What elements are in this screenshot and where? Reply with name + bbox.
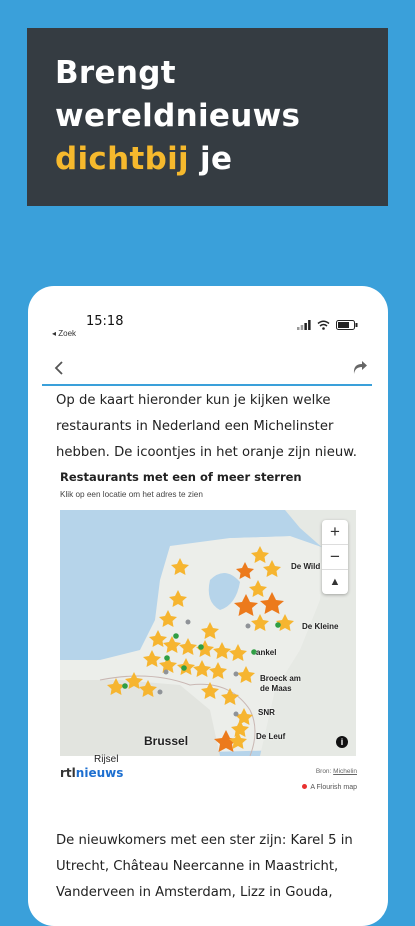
battery-icon (336, 320, 358, 330)
green-marker (122, 683, 128, 689)
compass-button[interactable]: ▲ (329, 576, 341, 588)
green-marker (164, 655, 170, 661)
map-label-kleine: De Kleine (302, 622, 339, 631)
green-marker (198, 644, 204, 650)
grey-marker (158, 690, 163, 695)
grey-marker (246, 624, 251, 629)
green-marker (181, 665, 187, 671)
map-graphic (60, 510, 356, 756)
map-label-leuf: De Leuf (256, 732, 286, 741)
promo-highlight: dichtbij (55, 141, 189, 177)
map-embed (56, 466, 361, 811)
chevron-left-icon[interactable] (52, 360, 66, 376)
map-label-rijsel: Rijsel (94, 754, 119, 765)
logo-rtl: rtl (60, 766, 76, 780)
flourish-dot-icon (302, 784, 307, 789)
zoom-in-button[interactable]: + (322, 520, 348, 545)
promo-line-2: wereldnieuws (55, 98, 301, 134)
grey-marker (186, 620, 191, 625)
promo-banner (27, 28, 388, 206)
back-to-app-link[interactable]: ◂ Zoek (52, 329, 77, 338)
zoom-controls (322, 520, 348, 594)
flourish-credit[interactable] (302, 784, 357, 791)
map-subtitle: Klik op een locatie om het adres te zien (60, 490, 203, 499)
status-icons (297, 320, 358, 330)
promo-line-3-rest: je (188, 141, 233, 177)
map-label-maas: de Maas (260, 684, 292, 693)
green-marker (173, 633, 179, 639)
map-label-wild: De Wild (291, 562, 321, 571)
map-title: Restaurants met een of meer sterren (60, 470, 302, 484)
promo-line-3 (55, 138, 388, 181)
map-label-snr: SNR (258, 708, 275, 717)
grey-marker (234, 712, 239, 717)
promo-line-1: Brengt (55, 55, 176, 91)
rtl-nieuws-logo (60, 766, 123, 780)
grey-marker (164, 670, 169, 675)
share-icon[interactable] (352, 360, 368, 376)
water-wadden (175, 518, 290, 538)
article-intro: Op de kaart hieronder kun je kijken welke restaurants in Nederland een Michelinster hebben. De icoontjes in het oranje zijn nieuw. (56, 393, 357, 460)
status-time: 15:18 (86, 314, 124, 329)
article-nav-bar (42, 354, 372, 386)
grey-marker (234, 672, 239, 677)
map-source (316, 768, 357, 775)
flourish-label: A Flourish map (310, 784, 357, 791)
green-marker (275, 622, 281, 628)
article-followup: De nieuwkomers met een ster zijn: Karel 5 in Utrecht, Château Neercanne in Maastricht, Vanderveen in Amsterdam, Lizz in Gouda, (56, 833, 353, 900)
source-link[interactable]: Michelin (333, 768, 357, 775)
zoom-out-button[interactable]: − (322, 545, 348, 570)
logo-nieuws: nieuws (75, 766, 124, 780)
signal-icon (297, 320, 311, 330)
map-label-ankel: ankel (256, 648, 277, 657)
source-prefix: Bron: (315, 768, 334, 775)
wifi-icon (317, 320, 330, 330)
map-label-brussel: Brussel (144, 734, 189, 748)
info-icon[interactable]: i (336, 736, 348, 748)
restaurant-map[interactable] (60, 510, 356, 765)
map-label-broeck: Broeck am (260, 674, 301, 683)
phone-screen (28, 286, 388, 926)
